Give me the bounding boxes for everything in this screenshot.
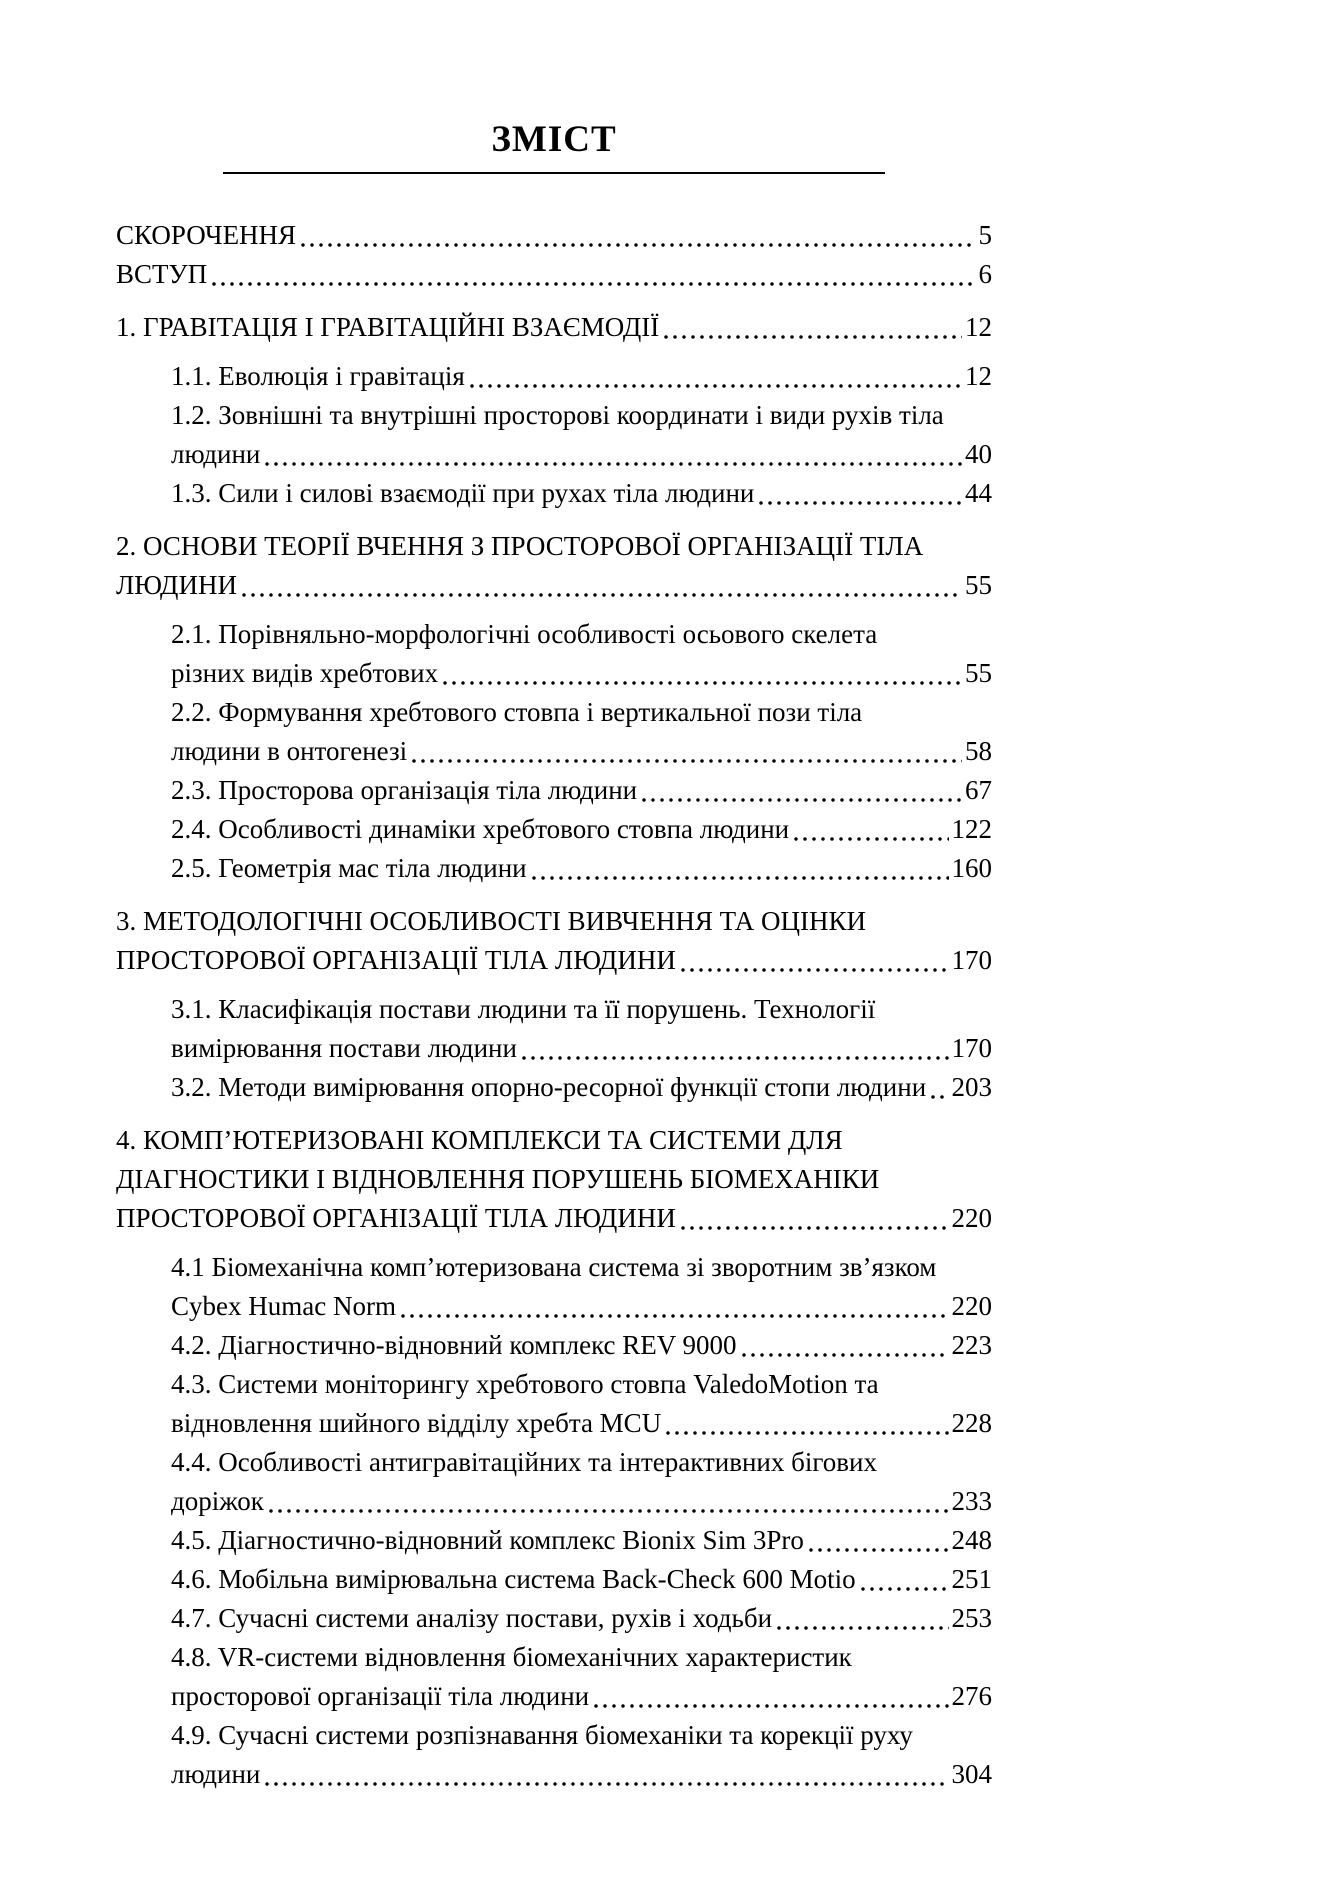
toc-page-number: 12 [965, 312, 992, 342]
toc-entry-last-line [171, 1287, 992, 1326]
toc-entry-text: 2.5. Геометрія мас тіла людини [171, 853, 527, 883]
toc-entry-text: ПРОСТОРОВОЇ ОРГАНІЗАЦІЇ ТІЛА ЛЮДИНИ [116, 945, 676, 975]
toc-entry [116, 1326, 992, 1365]
toc-entry-text: 2.3. Просторова організація тіла людини [171, 775, 638, 805]
toc-header [116, 118, 992, 174]
dot-leader [664, 335, 962, 339]
toc-entry-last-line [116, 566, 992, 605]
toc-entry-last-line [171, 1482, 992, 1521]
toc-entry-text: 3.2. Методи вимірювання опорно-ресорної функції стопи людини [171, 1072, 927, 1102]
dot-leader [212, 282, 975, 286]
toc-entry [116, 1716, 992, 1794]
toc-entry [116, 1560, 992, 1599]
toc-page-number: 160 [951, 853, 992, 883]
toc-page-number: 220 [951, 1203, 992, 1233]
dot-leader [532, 876, 949, 880]
toc-entry-last-line [171, 1404, 992, 1443]
toc-page-number: 203 [951, 1072, 992, 1102]
dot-leader [412, 759, 962, 763]
toc-entry-text-line: 2.1. Порівняльно-морфологічні особливості осьового скелета [171, 619, 878, 649]
toc-chapter-entry [116, 527, 992, 605]
toc-entry-text-line: 4.8. VR-системи відновлення біомеханічних характеристик [171, 1642, 852, 1672]
toc-entry-text: ПРОСТОРОВОЇ ОРГАНІЗАЦІЇ ТІЛА ЛЮДИНИ [116, 1203, 676, 1233]
toc-entry [116, 810, 992, 849]
toc-entry-text: доріжок [171, 1486, 264, 1516]
toc-entry-text: просторової організації тіла людини [171, 1681, 590, 1711]
toc-entry [116, 1521, 992, 1560]
dot-leader [794, 837, 948, 841]
toc-entry [116, 693, 992, 771]
toc-page-number: 228 [951, 1408, 992, 1438]
dot-leader [443, 681, 962, 685]
toc-entry-last-line [171, 1068, 992, 1107]
toc-entry-last-line [171, 357, 992, 396]
toc-entry [116, 1068, 992, 1107]
toc-list [116, 216, 992, 1794]
toc-page-number: 220 [951, 1291, 992, 1321]
dot-leader [594, 1704, 948, 1708]
toc-page-number: 223 [951, 1330, 992, 1360]
dot-leader [666, 1431, 948, 1435]
dot-leader [681, 1226, 949, 1230]
toc-entry-text: 2.4. Особливості динаміки хребтового стовпа людини [171, 814, 790, 844]
toc-entry-text-line: 4.3. Системи моніторингу хребтового стовпа ValedoMotion та [171, 1369, 879, 1399]
dot-leader [522, 1056, 949, 1060]
dot-leader [242, 593, 962, 597]
toc-page-number: 40 [965, 439, 992, 469]
toc-page-number: 248 [951, 1525, 992, 1555]
dot-leader [265, 462, 962, 466]
toc-entry-text: 1.3. Сили і силові взаємодії при рухах тіла людини [171, 478, 755, 508]
toc-entry-text: СКОРОЧЕННЯ [116, 220, 297, 250]
toc-page-number: 67 [965, 775, 992, 805]
dot-leader [265, 1782, 948, 1786]
toc-entry-text: різних видів хребтових [171, 658, 439, 688]
toc-entry [116, 1638, 992, 1716]
toc-entry-text: відновлення шийного відділу хребта MCU [171, 1408, 662, 1438]
toc-entry-last-line [171, 810, 992, 849]
toc-chapter-entry [116, 1121, 992, 1238]
toc-chapter-entry [116, 308, 992, 347]
toc-entry [116, 615, 992, 693]
toc-entry [116, 1599, 992, 1638]
toc-entry-text: 4.6. Мобільна вимірювальна система Back-Check 600 Motio [171, 1564, 856, 1594]
toc-entry [116, 1248, 992, 1326]
toc-entry-text-line: 2.2. Формування хребтового стовпа і вертикальної пози тіла [171, 697, 863, 727]
toc-entry-last-line [171, 1326, 992, 1365]
toc-entry-text-line: 3.1. Класифікація постави людини та її порушень. Технології [171, 994, 876, 1024]
toc-entry-last-line [171, 849, 992, 888]
toc-entry-last-line [171, 1560, 992, 1599]
toc-entry-text: Cybex Humac Norm [171, 1291, 396, 1321]
toc-entry [116, 771, 992, 810]
toc-entry [116, 396, 992, 474]
toc-entry-text-line: 2. ОСНОВИ ТЕОРІЇ ВЧЕННЯ З ПРОСТОРОВОЇ ОРГАНІЗАЦІЇ ТІЛА [116, 531, 924, 561]
dot-leader [269, 1509, 949, 1513]
toc-entry-last-line [116, 255, 992, 294]
toc-entry-text-line: ДІАГНОСТИКИ І ВІДНОВЛЕННЯ ПОРУШЕНЬ БІОМЕХАНІКИ [116, 1164, 880, 1194]
toc-page-number: 233 [951, 1486, 992, 1516]
toc-page-number: 6 [978, 259, 992, 289]
toc-page-number: 251 [951, 1564, 992, 1594]
toc-entry-last-line [116, 216, 992, 255]
dot-leader [470, 384, 962, 388]
toc-entry-last-line [171, 732, 992, 771]
toc-entry [116, 255, 992, 294]
toc-page-number: 44 [965, 478, 992, 508]
toc-entry [116, 1365, 992, 1443]
toc-entry-last-line [116, 1199, 992, 1238]
toc-entry-last-line [171, 1677, 992, 1716]
toc-entry [116, 1443, 992, 1521]
dot-leader [642, 798, 962, 802]
dot-leader [861, 1587, 949, 1591]
toc-page-number: 55 [965, 658, 992, 688]
toc-entry [116, 990, 992, 1068]
toc-page-number: 170 [951, 1033, 992, 1063]
toc-entry [116, 849, 992, 888]
toc-entry-last-line [171, 474, 992, 513]
dot-leader [759, 501, 962, 505]
toc-entry-text-line: 1.2. Зовнішні та внутрішні просторові координати і види рухів тіла [171, 400, 944, 430]
dot-leader [681, 968, 949, 972]
toc-entry-text-line: 4.9. Сучасні системи розпізнавання біомеханіки та корекції руху [171, 1720, 913, 1750]
dot-leader [742, 1353, 949, 1357]
toc-entry [116, 357, 992, 396]
toc-entry-text: людини [171, 1759, 261, 1789]
toc-entry-text: 4.7. Сучасні системи аналізу постави, рухів і ходьби [171, 1603, 773, 1633]
toc-page-number: 5 [978, 220, 992, 250]
toc-entry-last-line [116, 941, 992, 980]
toc-page-number: 12 [965, 361, 992, 391]
toc-entry-last-line [116, 308, 992, 347]
toc-entry-last-line [171, 1029, 992, 1068]
dot-leader [301, 243, 975, 247]
toc-entry-last-line [171, 1521, 992, 1560]
toc-chapter-entry [116, 902, 992, 980]
toc-entry-text: ЛЮДИНИ [116, 570, 237, 600]
toc-entry-text: ВСТУП [116, 259, 208, 289]
toc-entry-text: 4.5. Діагностично-відновний комплекс Bionix Sim 3Pro [171, 1525, 804, 1555]
toc-page-number: 55 [965, 570, 992, 600]
dot-leader [401, 1314, 949, 1318]
toc-entry [116, 216, 992, 255]
toc-page-number: 253 [951, 1603, 992, 1633]
toc-entry-last-line [171, 1755, 992, 1794]
toc-entry-text-line: 3. МЕТОДОЛОГІЧНІ ОСОБЛИВОСТІ ВИВЧЕННЯ ТА ОЦІНКИ [116, 906, 866, 936]
toc-entry-last-line [171, 654, 992, 693]
toc-page-number: 304 [951, 1759, 992, 1789]
toc-page-number: 170 [951, 945, 992, 975]
toc-entry-text-line: 4. КОМП’ЮТЕРИЗОВАНІ КОМПЛЕКСИ ТА СИСТЕМИ ДЛЯ [116, 1125, 843, 1155]
page-title: ЗМІСТ [491, 119, 617, 160]
toc-entry-text: 1. ГРАВІТАЦІЯ І ГРАВІТАЦІЙНІ ВЗАЄМОДІЇ [116, 312, 660, 342]
toc-entry-text: людини в онтогенезі [171, 736, 408, 766]
toc-entry-last-line [171, 1599, 992, 1638]
toc-entry [116, 474, 992, 513]
dot-leader [809, 1548, 949, 1552]
toc-entry-text: людини [171, 439, 261, 469]
title-underline [223, 172, 885, 174]
toc-entry-text-line: 4.1 Біомеханічна комп’ютеризована система зі зворотним зв’язком [171, 1252, 937, 1282]
toc-entry-last-line [171, 435, 992, 474]
toc-entry-last-line [171, 771, 992, 810]
toc-entry-text: 1.1. Еволюція і гравітація [171, 361, 465, 391]
toc-page-number: 276 [951, 1681, 992, 1711]
dot-leader [931, 1095, 948, 1099]
toc-entry-text-line: 4.4. Особливості антигравітаційних та інтерактивних бігових [171, 1447, 877, 1477]
toc-page-number: 58 [965, 736, 992, 766]
toc-page-number: 122 [951, 814, 992, 844]
toc-entry-text: вимірювання постави людини [171, 1033, 517, 1063]
toc-entry-text: 4.2. Діагностично-відновний комплекс REV 9000 [171, 1330, 737, 1360]
dot-leader [777, 1626, 948, 1630]
